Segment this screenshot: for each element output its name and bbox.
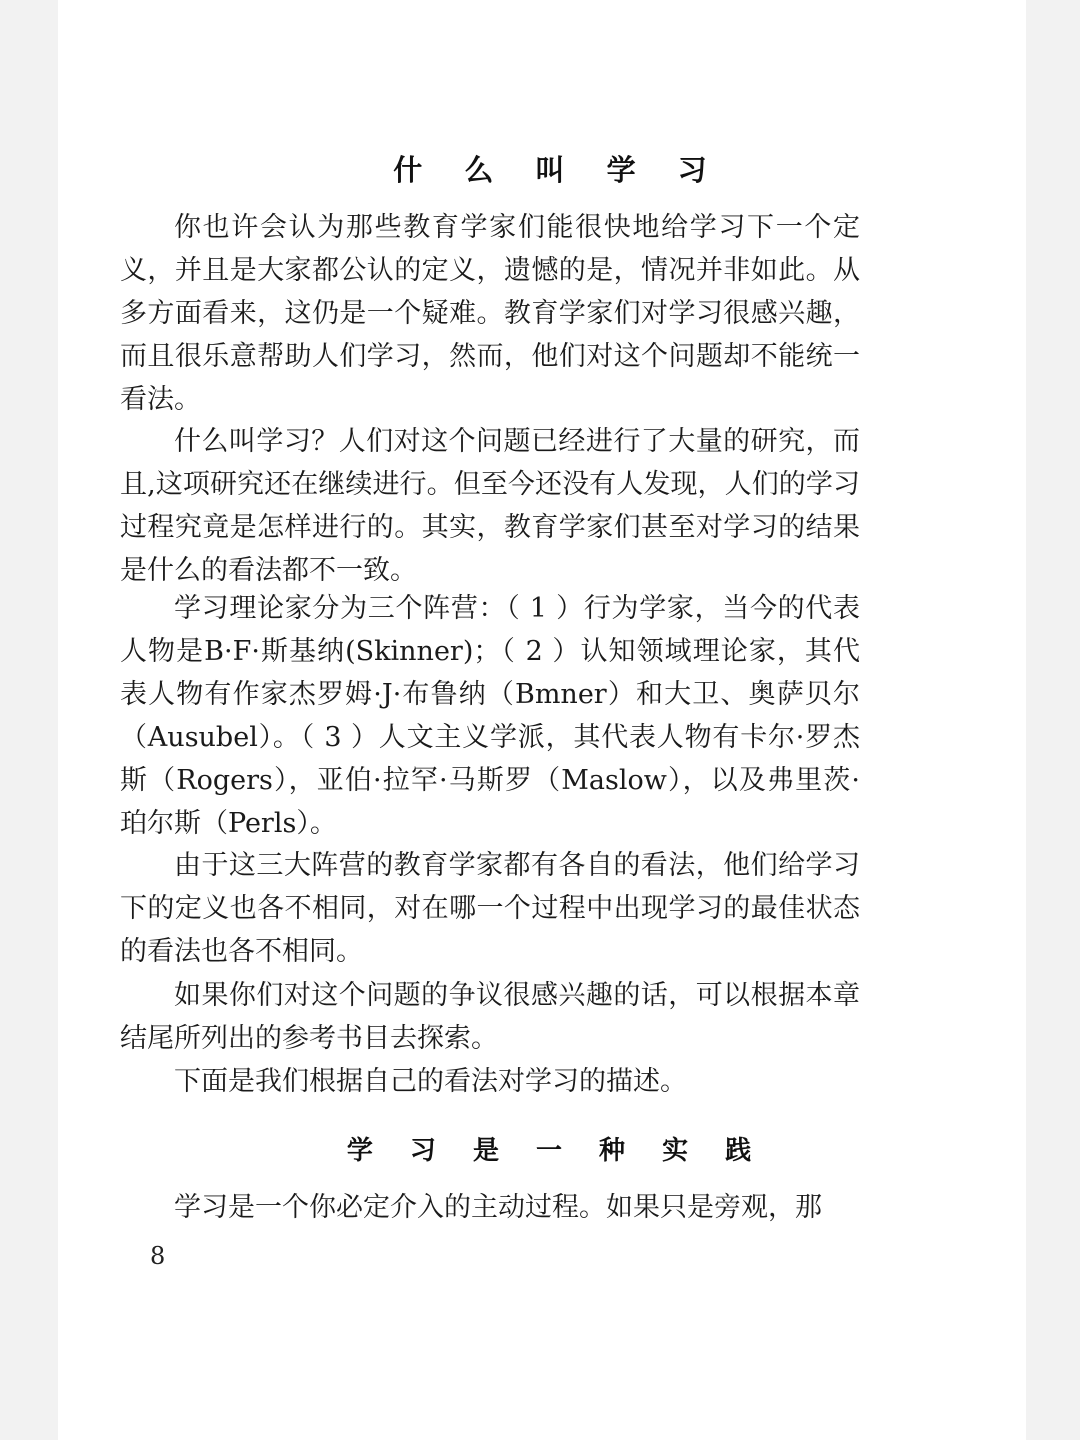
chapter-title: 什 么 叫 学 习 bbox=[393, 153, 723, 187]
paragraph-5-block bbox=[120, 974, 860, 1062]
paragraph-5: 如果你们对这个问题的争议很感兴趣的话，可以根据本章结尾所列出的参考书目去探索。 bbox=[120, 980, 860, 1054]
paragraph-6-block bbox=[120, 1060, 860, 1104]
paragraph-6: 下面是我们根据自己的看法对学习的描述。 bbox=[174, 1066, 687, 1097]
section-title: 学 习 是 一 种 实 践 bbox=[346, 1136, 766, 1166]
paragraph-3-block bbox=[120, 587, 860, 847]
book-page bbox=[58, 0, 1026, 1440]
paragraph-1-block bbox=[120, 206, 860, 426]
section-paragraph: 学习是一个你必定介入的主动过程。如果只是旁观，那 bbox=[174, 1192, 822, 1223]
paragraph-3: 学习理论家分为三个阵营：（ 1 ）行为学家，当今的代表人物是B·F·斯基纳(Skinner)；（ 2 ）认知领域理论家，其代表人物有作家杰罗姆·J·布鲁纳（Bmner）和大卫、奥萨贝尔（Ausubel）。（ 3 ）人文主义学派，其代表人物有卡尔·罗杰斯（Rogers），亚伯·拉罕·马斯罗（Maslow），以及弗里茨·珀尔斯（Perls）。 bbox=[120, 593, 860, 839]
paragraph-2-block bbox=[120, 420, 860, 592]
page-number: 8 bbox=[150, 1242, 166, 1270]
section-paragraph-block bbox=[120, 1186, 860, 1230]
paragraph-1: 你也许会认为那些教育学家们能很快地给学习下一个定义，并且是大家都公认的定义，遗憾的是，情况并非如此。从多方面看来，这仍是一个疑难。教育学家们对学习很感兴趣，而且很乐意帮助人们学习，然而，他们对这个问题却不能统一看法。 bbox=[120, 212, 860, 415]
paragraph-4-block bbox=[120, 844, 860, 974]
paragraph-2: 什么叫学习？人们对这个问题已经进行了大量的研究，而且,这项研究还在继续进行。但至今还没有人发现，人们的学习过程究竟是怎样进行的。其实，教育学家们甚至对学习的结果是什么的看法都不一致。 bbox=[120, 426, 860, 586]
paragraph-4: 由于这三大阵营的教育学家都有各自的看法，他们给学习下的定义也各不相同，对在哪一个过程中出现学习的最佳状态的看法也各不相同。 bbox=[120, 850, 860, 967]
